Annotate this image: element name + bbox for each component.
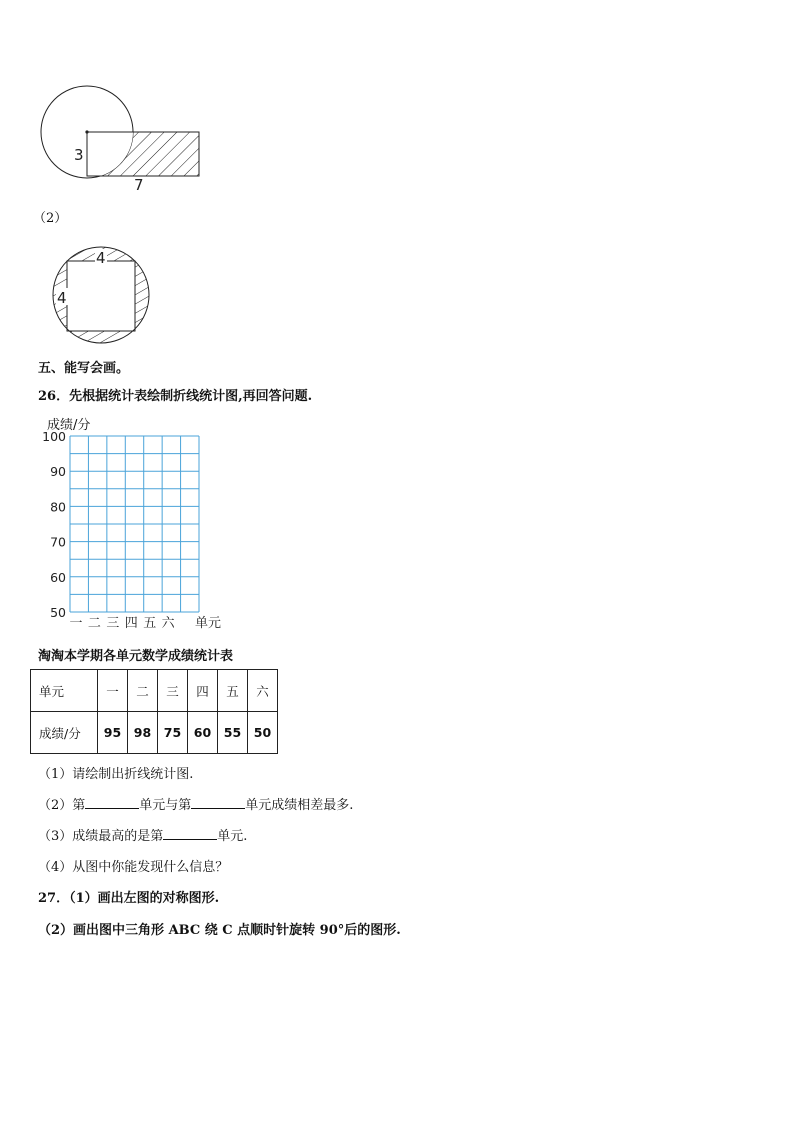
- q26-sub4: （4）从图中你能发现什么信息？: [38, 860, 229, 875]
- figure2-label-top: 4: [96, 249, 106, 267]
- table-cell: 60: [188, 712, 218, 754]
- figure2-label-left: 4: [57, 289, 67, 307]
- score-table: [30, 669, 278, 754]
- q27-sub2: （2）画出图中三角形 ABC 绕 C 点顺时针旋转 90°后的图形.: [38, 923, 401, 938]
- q26-sub2-part-a: （2）第: [38, 798, 86, 813]
- answer-blank-3[interactable]: [163, 827, 217, 840]
- q26-sub2-part-b: 单元与第: [139, 798, 192, 813]
- y-tick-label: 60: [50, 569, 66, 585]
- line-chart-grid[interactable]: [30, 428, 230, 633]
- table-header-row: [31, 670, 278, 712]
- table-title: 淘淘本学期各单元数学成绩统计表: [38, 649, 234, 664]
- x-tick-label: 二: [87, 616, 101, 631]
- table-cell: 75: [158, 712, 188, 754]
- figure-circle-rectangle: [30, 75, 220, 200]
- table-header-cell: 五: [218, 670, 248, 712]
- y-tick-label: 100: [42, 429, 66, 444]
- x-tick-label: 四: [124, 616, 138, 631]
- y-tick-label: 70: [50, 534, 66, 550]
- table-row: [31, 712, 278, 754]
- table-header-cell: 六: [248, 670, 278, 712]
- table-header-cell: 三: [158, 670, 188, 712]
- figure1-label-height: 3: [74, 146, 84, 164]
- table-cell: 50: [248, 712, 278, 754]
- y-tick-label: 90: [50, 464, 66, 480]
- table-header-cell: 四: [188, 670, 218, 712]
- q26-sub3-part-a: （3）成绩最高的是第: [38, 829, 164, 844]
- chart-y-label: 成绩/分: [47, 418, 91, 433]
- q26-prompt: 26．先根据统计表绘制折线统计图,再回答问题.: [38, 389, 313, 404]
- table-row-label: 成绩/分: [31, 712, 98, 754]
- figure-circle-square: [45, 245, 160, 350]
- table-cell: 95: [98, 712, 128, 754]
- q26-sub1: （1）请绘制出折线统计图.: [38, 767, 194, 782]
- y-tick-label: 80: [50, 499, 66, 515]
- section-heading: 五、能写会画。: [38, 361, 130, 376]
- x-tick-label: 六: [161, 616, 175, 631]
- table-header-cell: 二: [128, 670, 158, 712]
- answer-blank-1[interactable]: [85, 796, 139, 809]
- figure1-label-width: 7: [134, 176, 144, 194]
- table-cell: 55: [218, 712, 248, 754]
- chart-x-axis-label: 单元: [195, 616, 222, 631]
- x-tick-label: 一: [69, 616, 83, 631]
- q26-sub3: [38, 825, 247, 844]
- q27-sub1: 27．（1）画出左图的对称图形.: [38, 891, 220, 906]
- y-tick-label: 50: [50, 605, 66, 620]
- q26-sub3-part-b: 单元.: [217, 829, 248, 844]
- table-header-cell: 一: [98, 670, 128, 712]
- x-tick-label: 五: [143, 616, 157, 631]
- x-tick-label: 三: [106, 616, 120, 631]
- figure2-part-label: （2）: [33, 211, 68, 226]
- answer-blank-2[interactable]: [191, 796, 245, 809]
- q26-sub2-part-c: 单元成绩相差最多.: [245, 798, 354, 813]
- table-header-cell: 单元: [31, 670, 98, 712]
- table-cell: 98: [128, 712, 158, 754]
- q26-sub2: [38, 794, 353, 813]
